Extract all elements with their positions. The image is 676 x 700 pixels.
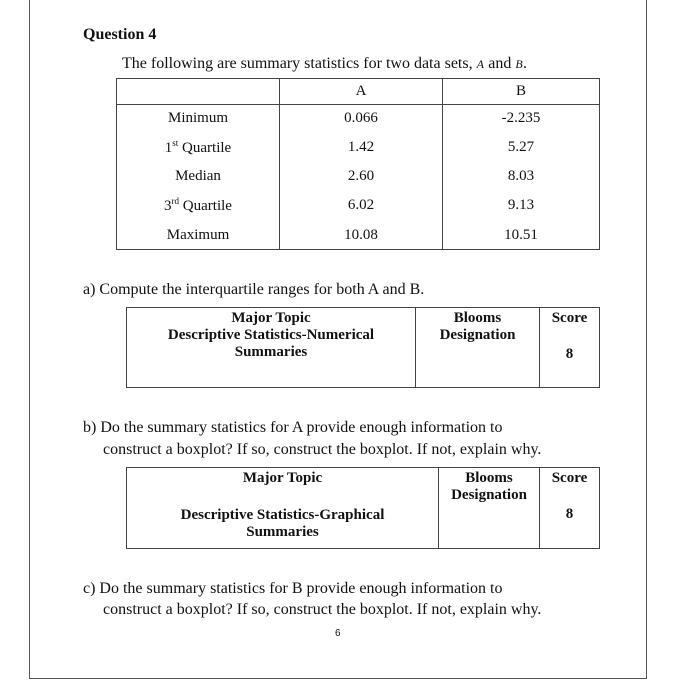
table-row-maximum [117,221,600,249]
and-word: and [488,55,512,72]
row-label [117,191,280,222]
score-value: 8 [565,506,574,522]
cell-a: 2.60 [280,163,443,190]
blooms-line2: Designation [439,327,516,343]
header-empty [117,79,280,105]
set-b-name: B [515,57,523,71]
part-a-meta-table [126,307,600,388]
summary-stats-table [116,78,600,250]
label-word: Quartile [179,198,232,215]
cell-b: 5.27 [443,133,600,164]
table-header-row [117,79,600,105]
part-c-question-line1: c) Do the summary statistics for B provide enough information to [83,580,503,597]
intro-period: . [522,55,527,72]
row-label: Minimum [117,105,280,133]
part-b-meta-table [126,467,600,549]
page-number: 6 [335,628,341,639]
major-topic-line1: Descriptive Statistics-Numerical [167,327,375,343]
cell-b: 9.13 [443,191,600,222]
part-a-question: a) Compute the interquartile ranges for both A and B. [83,281,425,298]
score-cell [540,308,600,388]
blooms-cell [439,468,540,549]
label-word: Quartile [178,140,232,157]
part-b-question-line2: construct a boxplot? If so, construct the boxplot. If not, explain why. [103,441,542,458]
row-label: Maximum [117,221,280,249]
ordinal-suffix: st [172,138,179,149]
table-row-minimum [117,105,600,133]
major-topic-label: Major Topic [231,310,311,326]
score-cell [540,468,600,549]
intro-sentence: The following are summary statistics for two data sets, [122,55,473,72]
ordinal-suffix: rd [171,196,180,207]
cell-b: -2.235 [443,105,600,133]
major-topic-line2: Summaries [246,524,319,540]
intro-text [122,55,527,73]
part-c-question-line2: construct a boxplot? If so, construct the boxplot. If not, explain why. [103,601,542,618]
blooms-cell [416,308,540,388]
ordinal-number: 1 [164,140,173,157]
major-topic-line1: Descriptive Statistics-Graphical [180,507,385,523]
major-topic-line2: Summaries [234,344,308,360]
part-b-question-line1: b) Do the summary statistics for A provide enough information to [83,419,503,436]
major-topic-label: Major Topic [242,470,323,486]
cell-a: 0.066 [280,105,443,133]
score-label: Score [551,470,588,486]
row-label: Median [117,163,280,190]
cell-a: 10.08 [280,221,443,249]
table-row-q1 [117,133,600,164]
question-title: Question 4 [83,26,157,43]
header-b: B [443,79,600,105]
blooms-line1: Blooms [453,310,502,326]
header-a: A [280,79,443,105]
row-label [117,133,280,164]
blooms-line1: Blooms [465,470,513,486]
set-a-name: A [476,57,485,71]
ordinal-number: 3 [164,198,172,215]
cell-a: 1.42 [280,133,443,164]
major-topic-cell [127,308,416,388]
major-topic-cell [127,468,439,549]
score-label: Score [551,310,588,326]
table-row-q3 [117,191,600,222]
cell-a: 6.02 [280,191,443,222]
score-value: 8 [565,346,574,362]
cell-b: 10.51 [443,221,600,249]
table-row-median [117,163,600,190]
blooms-line2: Designation [451,487,527,503]
cell-b: 8.03 [443,163,600,190]
